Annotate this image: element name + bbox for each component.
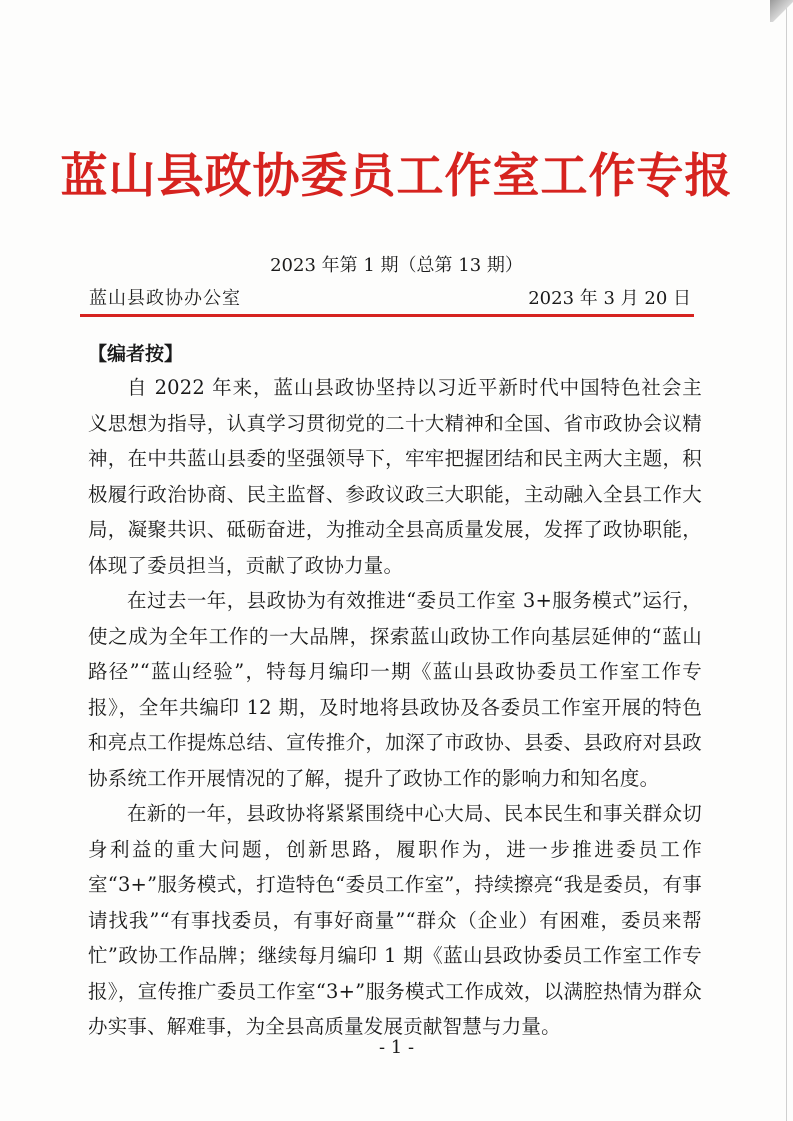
issue-number: 2023 年第 1 期（总第 13 期） (270, 255, 523, 276)
paragraph-1: 自 2022 年来，蓝山县政协坚持以习近平新时代中国特色社会主义思想为指导，认真学习贯彻党的二十大精神和全国、省市政协会议精神，在中共蓝山县委的坚强领导下，牢牢把握团结和民主两大主题，积极履行政治协商、民主监督、参政议政三大职能，主动融入全县工作大局，凝聚共识、砥砺奋进，为推动全县高质量发展，发挥了政协职能，体现了委员担当，贡献了政协力量。 (88, 376, 702, 577)
body-text (88, 370, 702, 1045)
paragraph-3: 在新的一年，县政协将紧紧围绕中心大局、民本民生和事关群众切身利益的重大问题，创新思路，履职作为，进一步推进委员工作室“3+”服务模式，打造特色“委员工作室”，持续擦亮“我是委员，有事请找我”“有事找委员，有事好商量”“群众（企业）有困难，委员来帮忙”政协工作品牌；继续每月编印 1 期《蓝山县政协委员工作室工作专报》，宣传推广委员工作室“3+”服务模式工作成效，以满腔热情为群众办实事、解难事，为全县高质量发展贡献智慧与力量。 (88, 802, 702, 1038)
publisher-name: 蓝山县政协办公室 (89, 288, 241, 309)
editor-note-heading: 【编者按】 (88, 343, 184, 365)
page-number: - 1 - (378, 1037, 415, 1058)
masthead-divider (80, 314, 694, 317)
scan-corner-shadow (770, 0, 793, 22)
paragraph-2: 在过去一年，县政协为有效推进“委员工作室 3+服务模式”运行，使之成为全年工作的一大品牌，探索蓝山政协工作向基层延伸的“蓝山路径”“蓝山经验”，特每月编印一期《蓝山县政协委员工作室工作专报》，全年共编印 12 期，及时地将县政协及各委员工作室开展的特色和亮点工作提炼总结、宣传推介，加深了市政协、县委、县政府对县政协系统工作开展情况的了解，提升了政协工作的影响力和知名度。 (88, 589, 702, 790)
masthead-title: 蓝山县政协委员工作室工作专报 (60, 149, 733, 204)
publish-date: 2023 年 3 月 20 日 (528, 288, 691, 309)
